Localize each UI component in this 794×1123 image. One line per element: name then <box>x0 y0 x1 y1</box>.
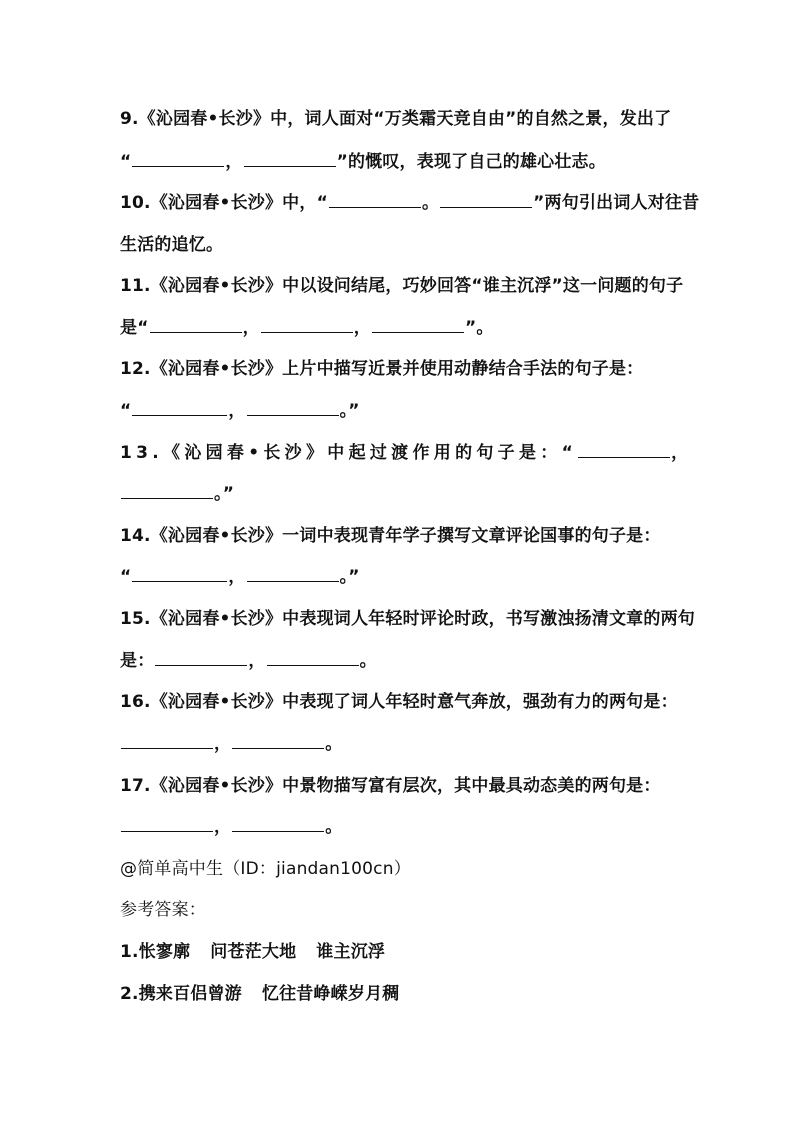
comma: ， <box>671 443 689 463</box>
question-16-line-1 <box>120 691 680 713</box>
answer-blank[interactable] <box>121 734 213 749</box>
quote-open: “ <box>120 401 132 421</box>
question-13-line-2 <box>120 483 680 505</box>
comma: ， <box>214 817 232 837</box>
question-9-text: 9.《沁园春•长沙》中，词人面对“万类霜天竞自由”的自然之景，发出了 <box>120 109 672 129</box>
answer-number: 2. <box>120 984 139 1004</box>
question-9-line-2 <box>120 151 680 173</box>
question-11-line-2 <box>120 317 680 339</box>
question-13-tail: 。” <box>214 484 235 504</box>
question-17-line-1 <box>120 775 680 797</box>
comma: ， <box>228 401 246 421</box>
comma: ， <box>214 734 232 754</box>
answer-blank[interactable] <box>150 318 242 333</box>
question-12-text: 12.《沁园春•长沙》上片中描写近景并使用动静结合手法的句子是： <box>120 359 644 379</box>
quote-open: “ <box>120 152 132 172</box>
question-16-text: 16.《沁园春•长沙》中表现了词人年轻时意气奔放，强劲有力的两句是： <box>120 692 678 712</box>
source-credit <box>120 858 680 880</box>
answer-blank[interactable] <box>261 318 353 333</box>
answer-2 <box>120 983 680 1005</box>
answer-blank[interactable] <box>121 817 213 832</box>
question-12-line-2 <box>120 400 680 422</box>
answer-1 <box>120 941 680 963</box>
question-14-tail: 。” <box>339 567 360 587</box>
comma: ， <box>242 318 260 338</box>
answer-blank[interactable] <box>121 484 213 499</box>
answer-blank[interactable] <box>232 817 324 832</box>
source-text: @简单高中生（ID：jiandan100cn） <box>120 859 411 879</box>
answer-blank[interactable] <box>244 152 336 167</box>
answer-number: 1. <box>120 942 139 962</box>
answer-blank[interactable] <box>267 651 359 666</box>
question-11-tail: ”。 <box>464 318 494 338</box>
answer-part: 谁主沉浮 <box>316 942 386 962</box>
answer-blank[interactable] <box>155 651 247 666</box>
question-15-prefix: 是： <box>120 651 155 671</box>
answer-blank[interactable] <box>247 401 339 416</box>
answer-blank[interactable] <box>329 193 421 208</box>
question-13-text: 13.《沁园春•长沙》中起过渡作用的句子是：“ <box>120 443 578 463</box>
question-14-line-1 <box>120 525 680 547</box>
question-10-line-2 <box>120 234 680 256</box>
question-9-tail: ”的慨叹，表现了自己的雄心壮志。 <box>336 152 606 172</box>
question-14-text: 14.《沁园春•长沙》一词中表现青年学子撰写文章评论国事的句子是： <box>120 526 661 546</box>
answer-blank[interactable] <box>132 567 227 582</box>
answer-blank[interactable] <box>132 401 227 416</box>
answer-part: 忆往昔峥嵘岁月稠 <box>261 984 400 1004</box>
question-15-line-2 <box>120 650 680 672</box>
answer-part: 携来百侣曾游 <box>138 984 242 1004</box>
answer-blank[interactable] <box>578 443 670 458</box>
question-12-tail: 。” <box>339 401 360 421</box>
comma: ， <box>225 152 243 172</box>
comma: ， <box>228 567 246 587</box>
question-10-tail: ”两句引出词人对往昔 <box>533 193 700 213</box>
answers-title: 参考答案： <box>120 900 206 920</box>
question-10-line-1 <box>120 192 700 214</box>
question-10-text: 10.《沁园春•长沙》中，“ <box>120 193 328 213</box>
answer-blank[interactable] <box>440 193 532 208</box>
question-10-continuation: 生活的追忆。 <box>120 235 224 255</box>
answer-blank[interactable] <box>132 152 224 167</box>
answers-heading <box>120 899 680 921</box>
question-16-tail: 。 <box>325 734 343 754</box>
period: 。 <box>421 193 440 213</box>
question-17-line-2 <box>120 816 680 838</box>
answer-blank[interactable] <box>232 734 324 749</box>
question-15-text: 15.《沁园春•长沙》中表现词人年轻时评论时政，书写激浊扬清文章的两句 <box>120 609 695 629</box>
question-11-prefix: 是“ <box>120 318 149 338</box>
comma: ， <box>248 651 266 671</box>
question-11-text: 11.《沁园春•长沙》中以设问结尾，巧妙回答“谁主沉浮”这一问题的句子 <box>120 276 684 296</box>
question-15-tail: 。 <box>359 651 377 671</box>
question-12-line-1 <box>120 358 680 380</box>
question-9-line-1 <box>120 108 680 130</box>
answer-part: 怅寥廓 <box>138 942 191 962</box>
question-13-line-1 <box>120 442 689 464</box>
question-11-line-1 <box>120 275 684 297</box>
question-16-line-2 <box>120 733 680 755</box>
answer-blank[interactable] <box>247 567 339 582</box>
comma: ， <box>353 318 371 338</box>
question-17-text: 17.《沁园春•长沙》中景物描写富有层次，其中最具动态美的两句是： <box>120 776 661 796</box>
question-17-tail: 。 <box>325 817 343 837</box>
answer-part: 问苍茫大地 <box>210 942 297 962</box>
answer-blank[interactable] <box>372 318 464 333</box>
quote-open: “ <box>120 567 132 587</box>
question-15-line-1 <box>120 608 695 630</box>
question-14-line-2 <box>120 566 680 588</box>
